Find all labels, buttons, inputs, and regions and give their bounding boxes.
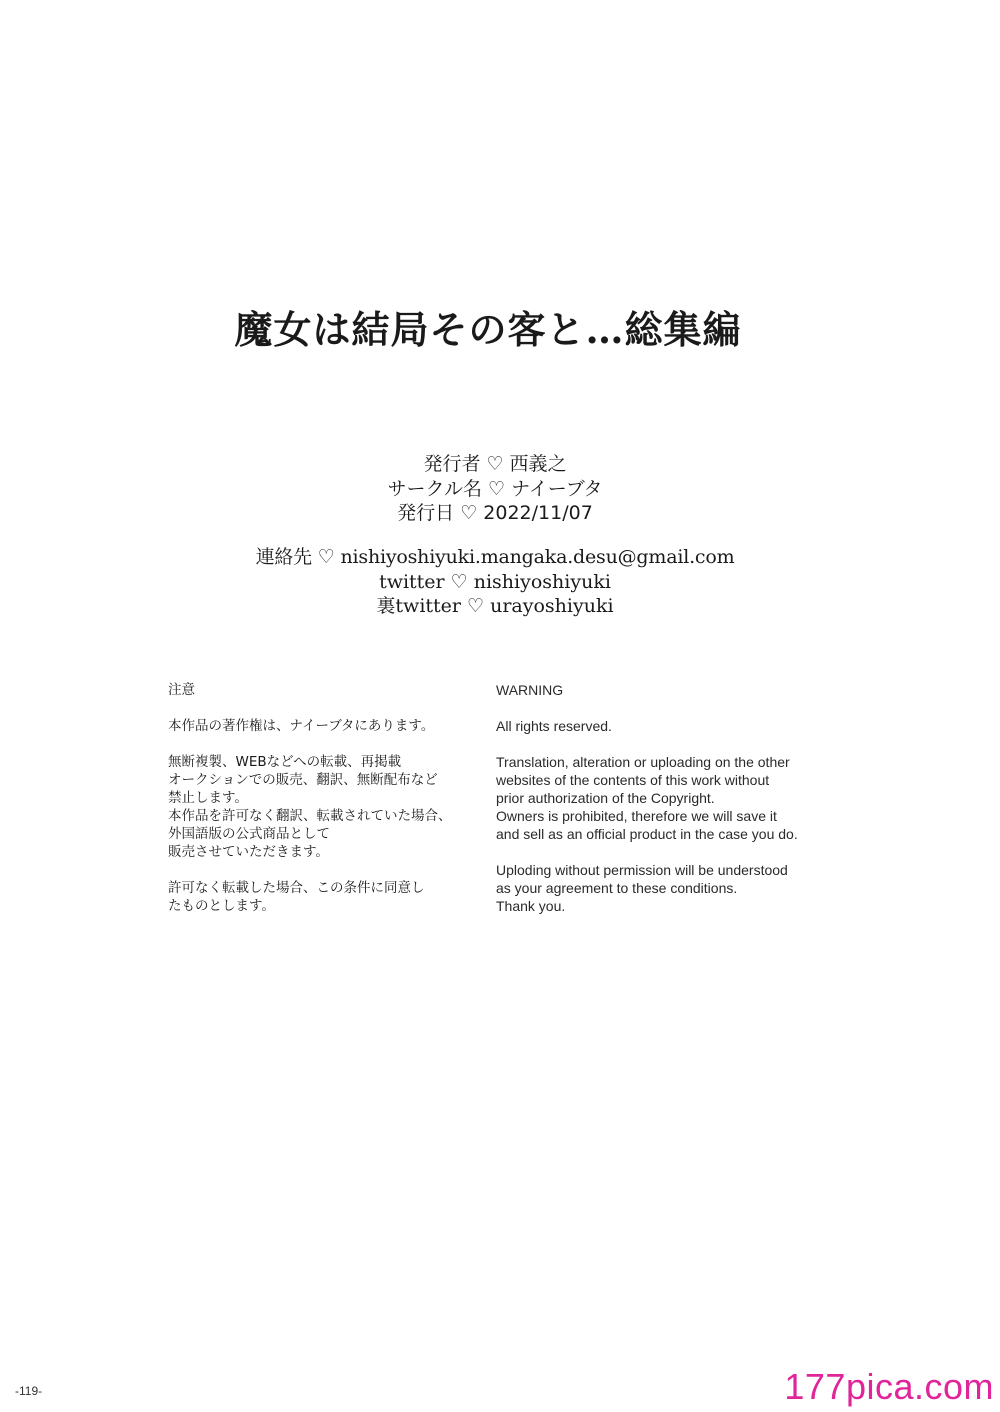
notice-en-line: Owners is prohibited, therefore we will save it <box>496 808 777 824</box>
publication-info <box>0 452 990 526</box>
notice-en-line: All rights reserved. <box>496 718 612 734</box>
notice-en-line: Uploding without permission will be understood <box>496 862 788 878</box>
notice-en-line: Translation, alteration or uploading on the other <box>496 754 790 770</box>
notice-ja-line: 本作品を許可なく翻訳、転載されていた場合、 <box>168 808 452 824</box>
publisher-line: 発行者 ♡ 西義之 <box>423 453 567 475</box>
notice-ja-line: たものとします。 <box>168 898 275 914</box>
notice-ja-line: 許可なく転載した場合、この条件に同意し <box>168 880 425 896</box>
notice-ja-paragraph <box>168 879 478 915</box>
notice-en-paragraph <box>496 753 876 843</box>
notice-ja-line: 禁止します。 <box>168 790 248 806</box>
notice-ja-line: 本作品の著作権は、ナイーブタにあります。 <box>168 718 435 734</box>
circle-name-line: サークル名 ♡ ナイーブタ <box>387 477 603 500</box>
notice-ja-paragraph <box>168 753 478 861</box>
notice-en-line: websites of the contents of this work without <box>496 772 770 788</box>
notice-ja-paragraph <box>168 717 478 735</box>
notice-en-line: as your agreement to these conditions. <box>496 880 738 896</box>
notice-ja-heading-block <box>168 681 478 699</box>
publish-date-value: 2022/11/07 <box>483 502 593 524</box>
notice-ja-heading: 注意 <box>168 682 195 698</box>
notice-ja-line: 販売させていただきます。 <box>168 844 329 860</box>
ura-twitter-line: 裏twitter ♡ urayoshiyuki <box>376 595 614 617</box>
site-watermark: 177pica.com <box>784 1366 994 1407</box>
notice-en-paragraph <box>496 717 876 735</box>
publish-date-line <box>0 501 990 526</box>
notice-en-heading: WARNING <box>496 682 564 698</box>
notice-ja-line: オークションでの販売、翻訳、無断配布など <box>168 772 438 788</box>
notice-en-line: Thank you. <box>496 898 566 914</box>
notice-en-line: and sell as an official product in the case you do. <box>496 826 798 842</box>
notice-en-line: prior authorization of the Copyright. <box>496 790 715 806</box>
twitter-line: twitter ♡ nishiyoshiyuki <box>379 570 611 593</box>
notice-ja-line: 無断複製、WEBなどへの転載、再掲載 <box>168 754 402 770</box>
notice-en-paragraph <box>496 861 876 915</box>
notice-japanese <box>168 681 478 933</box>
page-number: -119- <box>15 1384 43 1398</box>
contact-email-line: 連絡先 ♡ nishiyoshiyuki.mangaka.desu@gmail.com <box>255 546 735 568</box>
contact-info <box>0 545 990 619</box>
notice-english <box>496 681 876 933</box>
book-title: 魔女は結局その客と…総集編 <box>234 307 742 352</box>
publish-date-label: 発行日 ♡ <box>397 502 484 524</box>
notice-en-heading-block <box>496 681 876 699</box>
notice-ja-line: 外国語版の公式商品として <box>168 826 330 842</box>
